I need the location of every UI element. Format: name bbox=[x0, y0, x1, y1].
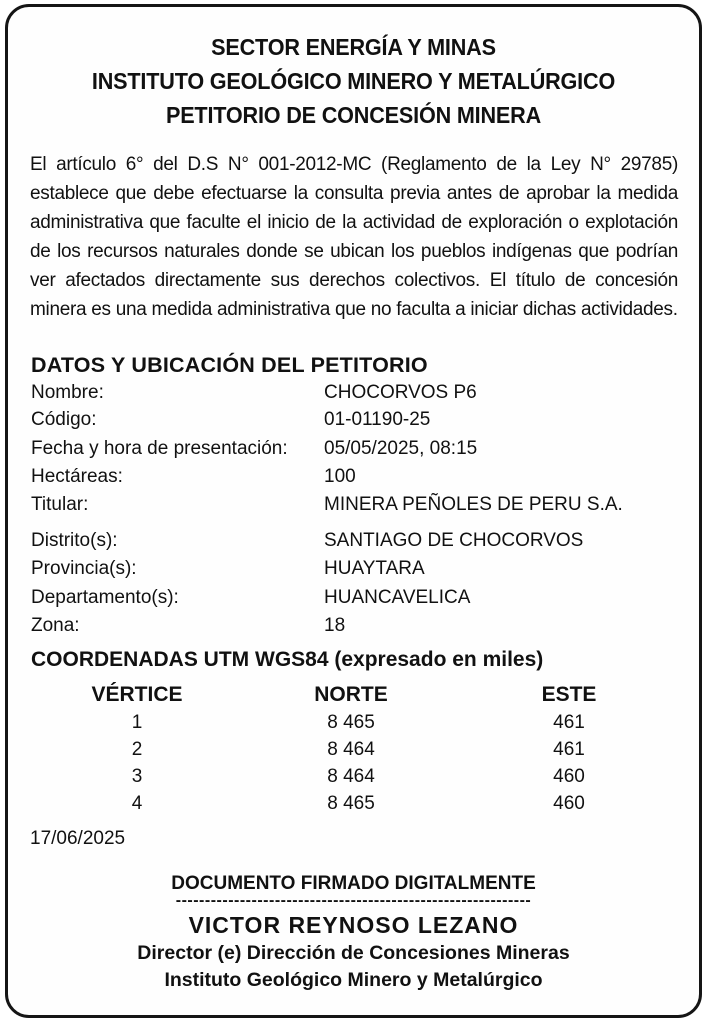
field-label: Código: bbox=[31, 409, 97, 430]
field-value: 01-01190-25 bbox=[324, 409, 431, 430]
signatory-role: Director (e) Dirección de Concesiones Mineras bbox=[137, 942, 570, 964]
field-label: Hectáreas: bbox=[31, 466, 123, 487]
field-label: Departamento(s): bbox=[31, 587, 179, 608]
vertex-norte: 8 464 bbox=[327, 766, 375, 787]
header-sector: SECTOR ENERGÍA Y MINAS bbox=[211, 34, 496, 60]
intro-paragraph: El artículo 6° del D.S N° 001-2012-MC (Reglamento de la Ley N° 29785) establece que debe efectuarse la consulta previa antes de aprobar la medida administrativa que faculte el inicio de la actividad de exploración o explotación de los recursos naturales donde se ubican los pueblos indígenas que podrían ver afectados directamente sus derechos colectivos. El título de concesión minera es una medida administrativa que no faculta a iniciar dichas actividades. bbox=[30, 154, 678, 320]
section-title-datos: DATOS Y UBICACIÓN DEL PETITORIO bbox=[31, 353, 428, 377]
field-label: Provincia(s): bbox=[31, 558, 137, 579]
field-value: 18 bbox=[324, 615, 346, 636]
field-label: Fecha y hora de presentación: bbox=[31, 438, 288, 459]
field-label: Titular: bbox=[31, 494, 89, 515]
field-value: SANTIAGO DE CHOCORVOS bbox=[324, 530, 584, 551]
section-title-coordenadas: COORDENADAS UTM WGS84 (expresado en miles) bbox=[31, 648, 544, 671]
vertex-norte: 8 464 bbox=[327, 739, 375, 760]
field-label: Distrito(s): bbox=[31, 530, 118, 551]
field-value: HUANCAVELICA bbox=[324, 587, 471, 608]
vertex-number: 4 bbox=[131, 793, 143, 814]
field-label: Zona: bbox=[31, 615, 80, 636]
signatory-institution: Instituto Geológico Minero y Metalúrgico bbox=[164, 969, 543, 991]
signature-line: ------------------------------------------------------------- bbox=[175, 892, 532, 909]
field-value: HUAYTARA bbox=[324, 558, 425, 579]
vertex-norte: 8 465 bbox=[327, 793, 375, 814]
vertex-number: 3 bbox=[131, 766, 143, 787]
vertex-norte: 8 465 bbox=[327, 712, 375, 733]
column-header-norte: NORTE bbox=[314, 683, 388, 706]
signatory-name: VICTOR REYNOSO LEZANO bbox=[188, 912, 519, 938]
document-header bbox=[28, 30, 678, 132]
vertex-este: 460 bbox=[553, 793, 585, 814]
header-institute: INSTITUTO GEOLÓGICO MINERO Y METALÚRGICO bbox=[91, 68, 616, 94]
column-header-vertice: VÉRTICE bbox=[91, 683, 183, 706]
header-title: PETITORIO DE CONCESIÓN MINERA bbox=[165, 102, 542, 128]
field-value: MINERA PEÑOLES DE PERU S.A. bbox=[324, 494, 623, 515]
vertex-este: 461 bbox=[553, 739, 585, 760]
vertex-number: 1 bbox=[131, 712, 143, 733]
vertex-number: 2 bbox=[131, 739, 143, 760]
column-header-este: ESTE bbox=[541, 683, 597, 706]
field-value: 05/05/2025, 08:15 bbox=[324, 438, 478, 459]
field-value: CHOCORVOS P6 bbox=[324, 382, 477, 403]
field-value: 100 bbox=[324, 466, 356, 487]
vertex-este: 461 bbox=[553, 712, 585, 733]
field-label: Nombre: bbox=[31, 382, 104, 403]
publication-date: 17/06/2025 bbox=[30, 828, 126, 849]
vertex-este: 460 bbox=[553, 766, 585, 787]
digital-signature-note: DOCUMENTO FIRMADO DIGITALMENTE bbox=[171, 873, 536, 894]
